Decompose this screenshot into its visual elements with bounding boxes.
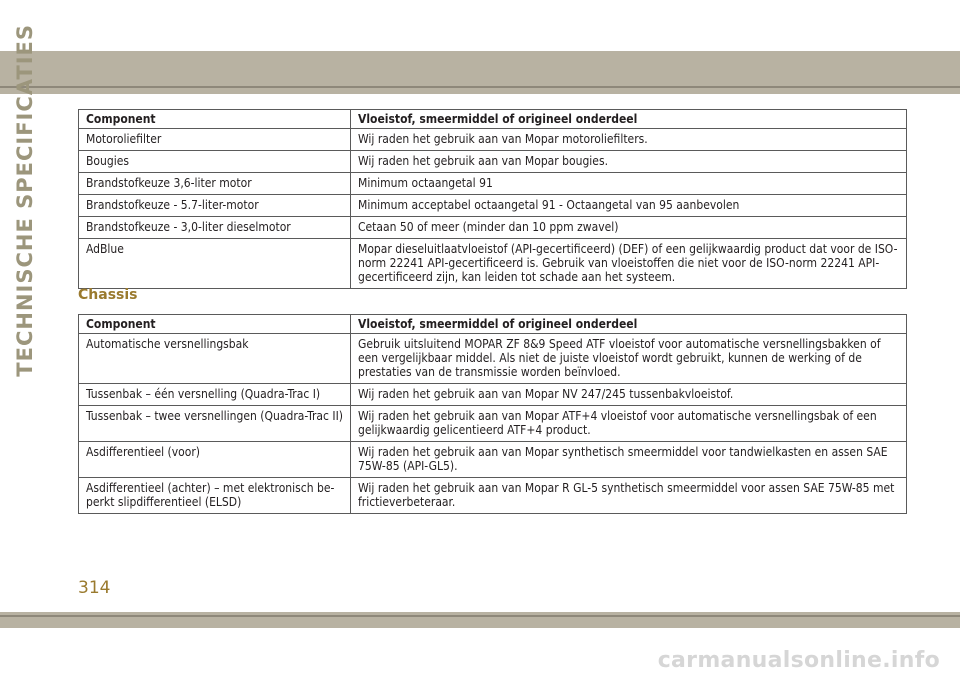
fluid-cell: Mopar dieseluitlaatvloeistof (API-gecertificeerd) (DEF) of een gelijkwaardig product dat voor de ISO-norm 22241 API-gecertificeerd is. Gebruik van vloeistoffen die niet voor de ISO-norm 22241 API-gecertificeerd zijn, kan leiden tot schade aan het systeem.: [351, 239, 907, 289]
table-row: [79, 195, 907, 217]
chassis-fluids-table: [78, 314, 907, 514]
component-cell: AdBlue: [79, 239, 351, 289]
side-section-title: [11, 24, 39, 377]
fluid-cell: Cetaan 50 of meer (minder dan 10 ppm zwavel): [351, 217, 907, 239]
component-cell: Tussenbak – één versnelling (Quadra-Trac I): [79, 384, 351, 406]
component-cell: Motoroliefilter: [79, 129, 351, 151]
column-header-component: Component: [79, 110, 351, 129]
fluid-cell: Wij raden het gebruik aan van Mopar motoroliefilters.: [351, 129, 907, 151]
engine-fluids-table: [78, 109, 907, 289]
component-cell: Tussenbak – twee versnellingen (Quadra-Trac II): [79, 406, 351, 442]
table-row: [79, 442, 907, 478]
watermark-logo: carmanualsonline.info: [657, 648, 940, 673]
chassis-heading: Chassis: [78, 287, 138, 303]
column-header-component: Component: [79, 315, 351, 334]
side-title-text: TECHNISCHE SPECIFICATIES: [13, 24, 37, 377]
table-row: [79, 129, 907, 151]
table-row: [79, 384, 907, 406]
component-cell: Automatische versnellingsbak: [79, 334, 351, 384]
fluid-cell: Wij raden het gebruik aan van Mopar NV 247/245 tussenbakvloeistof.: [351, 384, 907, 406]
column-header-fluid: Vloeistof, smeermiddel of origineel onderdeel: [351, 315, 907, 334]
component-cell: Brandstofkeuze 3,6-liter motor: [79, 173, 351, 195]
header-rule: [0, 86, 960, 88]
page-number: 314: [78, 578, 111, 598]
fluid-cell: Wij raden het gebruik aan van Mopar bougies.: [351, 151, 907, 173]
table-row: [79, 173, 907, 195]
table-row: [79, 217, 907, 239]
fluid-cell: Wij raden het gebruik aan van Mopar ATF+4 vloeistof voor automatische versnellingsbak of een gelijkwaardig gelicentieerd ATF+4 product.: [351, 406, 907, 442]
table-row: [79, 406, 907, 442]
footer-rule: [0, 615, 960, 617]
header-band: [0, 51, 960, 94]
fluid-cell: Wij raden het gebruik aan van Mopar R GL-5 synthetisch smeermiddel voor assen SAE 75W-85 met frictieverbeteraar.: [351, 478, 907, 514]
table-row: [79, 239, 907, 289]
component-cell: Asdifferentieel (voor): [79, 442, 351, 478]
column-header-fluid: Vloeistof, smeermiddel of origineel onderdeel: [351, 110, 907, 129]
table-header-row: [79, 110, 907, 129]
component-cell: Brandstofkeuze - 5.7-liter-motor: [79, 195, 351, 217]
table-row: [79, 334, 907, 384]
table-row: [79, 478, 907, 514]
fluid-cell: Wij raden het gebruik aan van Mopar synthetisch smeermiddel voor tandwielkasten en assen SAE 75W-85 (API-GL5).: [351, 442, 907, 478]
component-cell: Brandstofkeuze - 3,0-liter dieselmotor: [79, 217, 351, 239]
footer-band: [0, 612, 960, 628]
fluid-cell: Minimum octaangetal 91: [351, 173, 907, 195]
fluid-cell: Gebruik uitsluitend MOPAR ZF 8&9 Speed ATF vloeistof voor automatische versnellingsbakken of een vergelijkbaar middel. Als niet de juiste vloeistof wordt gebruikt, kunnen de werking of de prestaties van de transmissie worden beïnvloed.: [351, 334, 907, 384]
table-header-row: [79, 315, 907, 334]
component-cell: Asdifferentieel (achter) – met elektronisch be-perkt slipdifferentieel (ELSD): [79, 478, 351, 514]
table-row: [79, 151, 907, 173]
fluid-cell: Minimum acceptabel octaangetal 91 - Octaangetal van 95 aanbevolen: [351, 195, 907, 217]
component-cell: Bougies: [79, 151, 351, 173]
